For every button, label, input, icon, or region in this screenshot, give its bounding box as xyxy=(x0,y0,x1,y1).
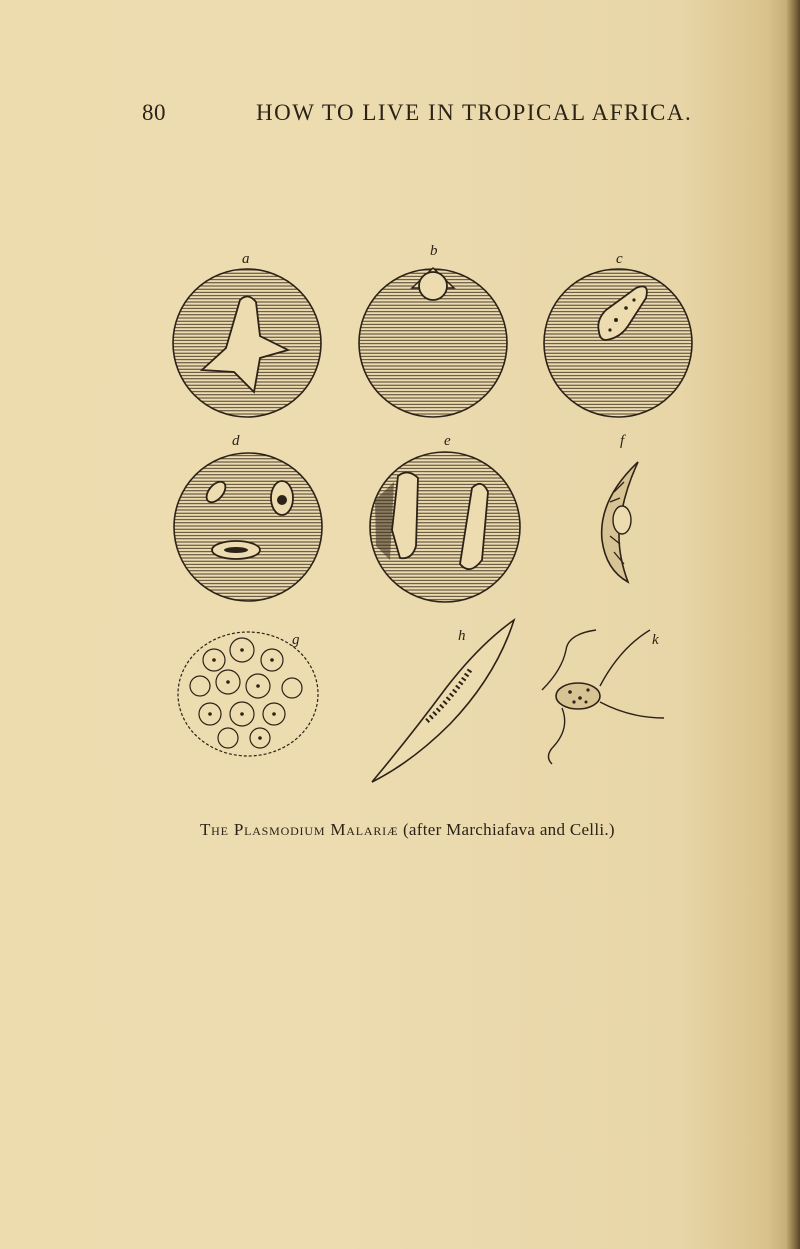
flagellum-k3 xyxy=(600,702,664,718)
red-cell-c xyxy=(544,269,692,417)
label-e: e xyxy=(444,433,451,449)
segmenting-body-g xyxy=(178,632,318,756)
label-f: f xyxy=(620,433,625,449)
figure-d xyxy=(174,433,322,601)
caption-lead: The Plasmodium Malariæ xyxy=(200,820,399,839)
flagellum-k2 xyxy=(600,630,650,686)
figure-e xyxy=(370,433,520,602)
label-h: h xyxy=(458,628,466,644)
pigment-dot xyxy=(608,328,611,331)
figure-c xyxy=(544,251,692,417)
label-b: b xyxy=(430,243,438,259)
figure-k xyxy=(542,630,664,764)
crescent-h xyxy=(372,620,514,782)
figure-g xyxy=(178,632,318,756)
page-edge-shadow xyxy=(786,0,800,1249)
page-number: 80 xyxy=(142,100,166,125)
crescent-f-body xyxy=(613,506,631,534)
label-c: c xyxy=(616,251,623,267)
flagellum-k4 xyxy=(548,708,564,764)
label-g: g xyxy=(292,632,300,648)
label-a: a xyxy=(242,251,250,267)
figure-h xyxy=(372,620,514,782)
parasite-d3-nucleus xyxy=(224,547,248,553)
page-header xyxy=(0,100,800,140)
parasite-d2-nucleus xyxy=(277,495,287,505)
label-k: k xyxy=(652,632,659,648)
pigment-dot xyxy=(614,318,618,322)
figure-plate xyxy=(150,230,720,810)
running-title: HOW TO LIVE IN TROPICAL AFRICA. xyxy=(256,100,693,125)
red-cell-d xyxy=(174,453,322,601)
parasite-ring-b xyxy=(419,272,447,300)
figure-f xyxy=(602,433,638,582)
flagellum-k1 xyxy=(542,630,596,690)
label-d: d xyxy=(232,433,240,449)
caption-tail: (after Marchiafava and Celli.) xyxy=(398,820,615,839)
flagellated-body-k xyxy=(556,683,600,709)
pigment-dot xyxy=(624,306,628,310)
figure-b xyxy=(359,243,507,417)
figure-caption xyxy=(200,820,720,840)
figure-a xyxy=(173,251,321,417)
plasmodium-illustration xyxy=(150,230,720,810)
pigment-dot xyxy=(632,298,635,301)
